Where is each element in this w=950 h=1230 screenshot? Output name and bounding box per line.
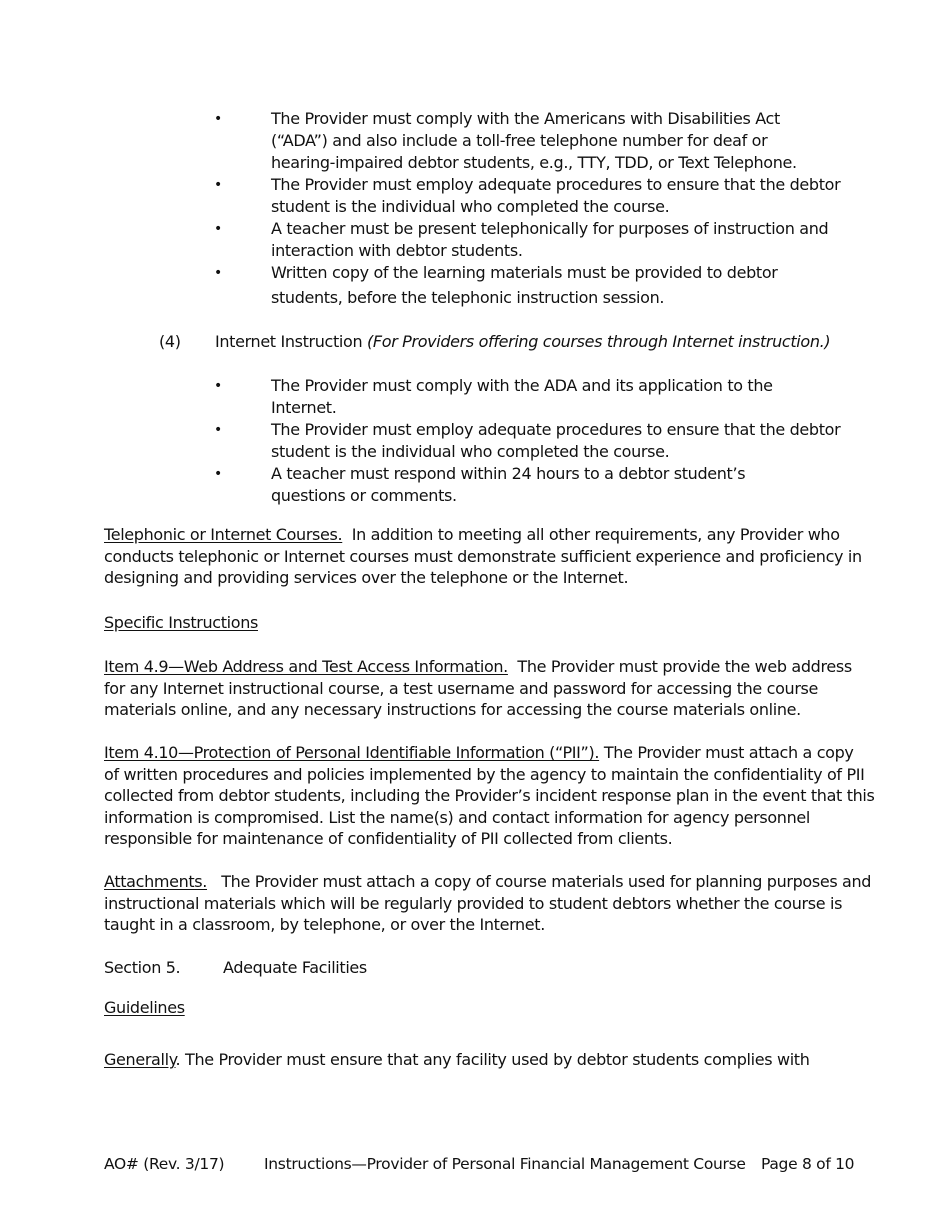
bullet-icon: • xyxy=(214,422,223,438)
paragraph-heading: Attachments. xyxy=(104,872,208,891)
paragraph-line: Telephonic or Internet Courses. In addition to meeting all other requirements, any Provider who xyxy=(104,525,840,544)
footer-title: Instructions—Provider of Personal Financial Management Course xyxy=(264,1155,746,1173)
bullet-text: hearing-impaired debtor students, e.g., TTY, TDD, or Text Telephone. xyxy=(271,153,797,172)
paragraph-line: information is compromised. List the name(s) and contact information for agency personnel xyxy=(104,808,810,827)
guidelines-heading: Guidelines xyxy=(104,998,185,1017)
bullet-text: A teacher must respond within 24 hours to a debtor student’s xyxy=(271,464,746,483)
paragraph-line: Generally. The Provider must ensure that any facility used by debtor students complies with xyxy=(104,1050,810,1069)
paragraph-line: conducts telephonic or Internet courses must demonstrate sufficient experience and proficiency in xyxy=(104,547,862,566)
paragraph-line: Attachments. The Provider must attach a copy of course materials used for planning purposes and xyxy=(104,872,872,891)
paragraph-line: instructional materials which will be regularly provided to student debtors whether the course is xyxy=(104,894,843,913)
section-number: Section 5. xyxy=(104,958,181,977)
paragraph-line: of written procedures and policies implemented by the agency to maintain the confidentiality of PII xyxy=(104,765,865,784)
footer-form-number: AO# (Rev. 3/17) xyxy=(104,1155,225,1173)
paragraph-line: Item 4.10—Protection of Personal Identifiable Information (“PII”). The Provider must attach a copy xyxy=(104,743,854,762)
paragraph-heading: Telephonic or Internet Courses. xyxy=(104,525,343,544)
paragraph-line: designing and providing services over the telephone or the Internet. xyxy=(104,568,629,587)
paragraph-line: for any Internet instructional course, a test username and password for accessing the course xyxy=(104,679,819,698)
bullet-text: student is the individual who completed the course. xyxy=(271,442,670,461)
paragraph-line: taught in a classroom, by telephone, or over the Internet. xyxy=(104,915,545,934)
bullet-icon: • xyxy=(214,221,223,237)
section-title: Adequate Facilities xyxy=(223,958,367,977)
paragraph-heading: Item 4.9—Web Address and Test Access Information. xyxy=(104,657,508,676)
item-number: (4) xyxy=(159,332,181,351)
bullet-text: Internet. xyxy=(271,398,337,417)
bullet-text: student is the individual who completed the course. xyxy=(271,197,670,216)
subsection-title: Internet Instruction (For Providers offering courses through Internet instruction.) xyxy=(215,332,831,351)
bullet-icon: • xyxy=(214,111,223,127)
paragraph-line: materials online, and any necessary instructions for accessing the course materials online. xyxy=(104,700,801,719)
bullet-text: The Provider must employ adequate procedures to ensure that the debtor xyxy=(271,420,841,439)
bullet-text: The Provider must employ adequate procedures to ensure that the debtor xyxy=(271,175,841,194)
bullet-text: questions or comments. xyxy=(271,486,457,505)
paragraph-line: responsible for maintenance of confidentiality of PII collected from clients. xyxy=(104,829,673,848)
footer-page-number: Page 8 of 10 xyxy=(761,1155,855,1173)
paragraph-line: collected from debtor students, including the Provider’s incident response plan in the event that this xyxy=(104,786,875,805)
bullet-text: students, before the telephonic instruction session. xyxy=(271,288,665,307)
bullet-text: Written copy of the learning materials must be provided to debtor xyxy=(271,263,778,282)
bullet-text: The Provider must comply with the Americans with Disabilities Act xyxy=(271,109,780,128)
paragraph-line: Item 4.9—Web Address and Test Access Information. The Provider must provide the web address xyxy=(104,657,852,676)
paragraph-heading: Generally xyxy=(104,1050,176,1069)
bullet-icon: • xyxy=(214,177,223,193)
bullet-text: The Provider must comply with the ADA and its application to the xyxy=(271,376,773,395)
paragraph-heading: Item 4.10—Protection of Personal Identifiable Information (“PII”). xyxy=(104,743,600,762)
bullet-icon: • xyxy=(214,378,223,394)
bullet-text: (“ADA”) and also include a toll-free telephone number for deaf or xyxy=(271,131,768,150)
section-heading: Specific Instructions xyxy=(104,613,258,632)
bullet-icon: • xyxy=(214,265,223,281)
subsection-note: (For Providers offering courses through Internet instruction.) xyxy=(367,332,831,351)
bullet-text: interaction with debtor students. xyxy=(271,241,523,260)
bullet-text: A teacher must be present telephonically for purposes of instruction and xyxy=(271,219,829,238)
bullet-icon: • xyxy=(214,466,223,482)
